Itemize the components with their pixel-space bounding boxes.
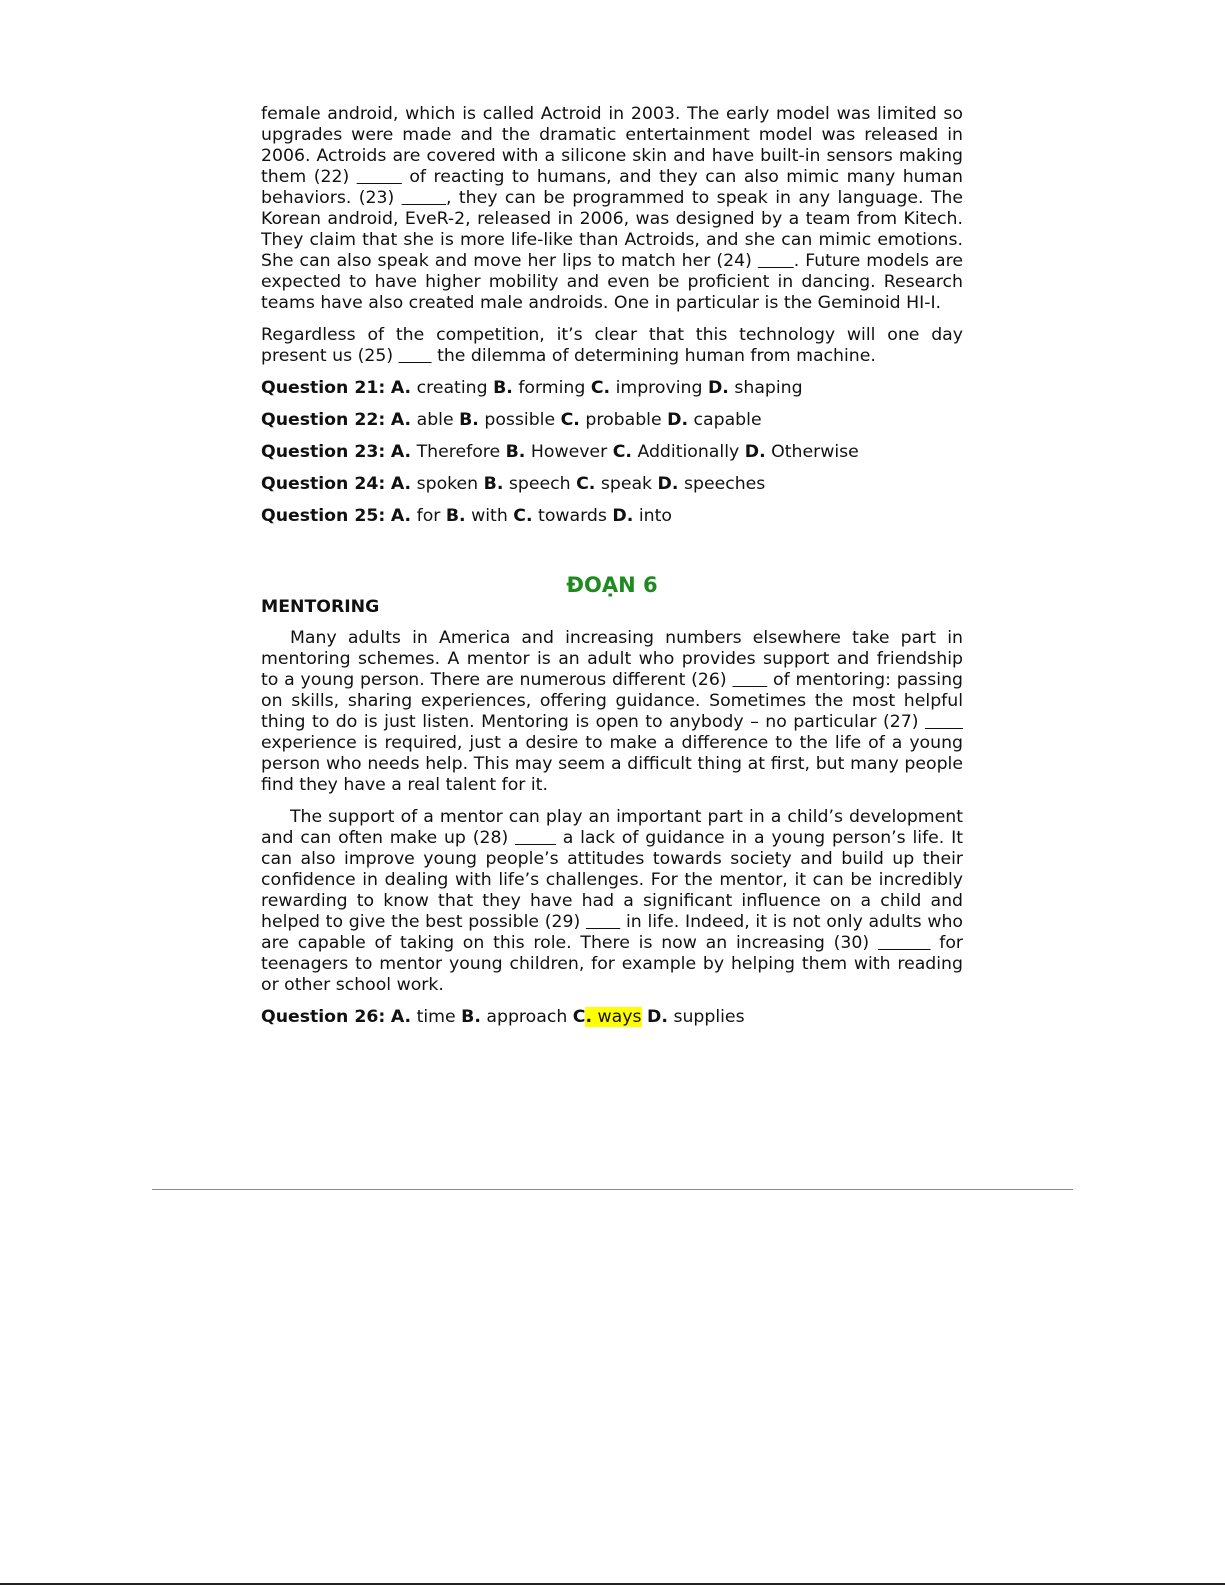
option-letter: B. [493,378,513,398]
option-text: shaping [734,378,803,398]
text-run: , they can be programmed to speak in any language. The Korean android, EveR-2, released in 2006, was designed by a team from Kitech. They claim that she is more life-like than Actroids, and she can mimic emotions. She can also speak and move her lips to match her (24) [261,188,963,271]
option-text: Additionally [637,442,740,462]
blank-23 [402,188,446,208]
question-label: Question 22: [261,410,386,430]
blank-26 [732,670,767,690]
option-text: speak [600,474,653,494]
option-letter: A. [390,378,412,398]
option-letter: C [572,1007,586,1027]
option-letter: A. [390,442,412,462]
question-label: Question 24: [261,474,386,494]
blank-27 [925,712,963,732]
option-letter: A. [390,506,412,526]
question-row [261,378,963,399]
option-letter: C. [513,506,533,526]
text-run: Many adults in America and increasing numbers elsewhere take part in mentoring schemes. A mentor is an adult who provides support and friendship to a young person. There are numerous different (26) [261,628,963,690]
option-text: probable [585,410,662,430]
option-letter: A. [390,1007,412,1027]
text-run: . Future models are expected to have higher mobility and even be proficient in dancing. Research teams have also created male androids. One in particular is the Geminoid HI-I. [261,251,963,313]
option-text: possible [484,410,556,430]
question-row [261,442,963,463]
option-letter: D. [647,1007,668,1027]
blank-24 [758,251,794,271]
text-run: for teenagers to mentor young children, for example by helping them with reading or other school work. [261,933,963,995]
text-run: The support of a mentor can play an important part in a child’s development and can often make up (28) [261,807,963,848]
option-text: improving [615,378,703,398]
document-page [261,104,963,1039]
option-letter: A. [390,474,412,494]
option-text: Otherwise [771,442,859,462]
section-heading: ĐOẠN 6 [566,573,658,597]
blank-29 [586,912,620,932]
question-26 [261,1007,963,1028]
text-run: a lack of guidance in a young person’s life. It can also improve young people’s attitudes towards society and build up their confidence in dealing with life’s challenges. For the mentor, it can be incredibly rewarding to know that they have had a significant influence on a child and helped to give the best possible (29) [261,828,963,932]
question-label: Question 26: [261,1007,386,1027]
option-letter: B. [459,410,479,430]
question-label: Question 25: [261,506,386,526]
option-letter: B. [483,474,504,494]
passage-paragraph [261,628,963,796]
option-text: forming [518,378,586,398]
passage-paragraph [261,104,963,314]
blank-22 [357,167,402,187]
option-letter: D. [707,378,729,398]
option-letter: A. [390,410,412,430]
blank-30 [878,933,931,953]
option-letter: D. [667,410,689,430]
option-text: capable [693,410,762,430]
text-run: of reacting to humans, and they can also mimic many human behaviors. (23) [261,167,963,208]
option-letter: C. [560,410,580,430]
option-text: speeches [683,474,766,494]
option-letter: D. [657,474,679,494]
option-text: However [530,442,608,462]
option-text: supplies [673,1007,745,1027]
text-run: of mentoring: passing on skills, sharing experiences, offering guidance. Sometimes the most helpful thing to do is just listen. Mentoring is open to anybody – no particular (27) [261,670,963,732]
option-text: time [416,1007,456,1027]
option-letter: C. [590,378,611,398]
text-run: experience is required, just a desire to make a difference to the life of a young person who needs help. This may seem a difficult thing at first, but many people find they have a real talent for it. [261,733,963,795]
blank-28 [515,828,556,848]
option-letter: B. [505,442,526,462]
option-text: Therefore [416,442,501,462]
option-text: into [638,506,672,526]
question-row [261,474,963,495]
question-label: Question 21: [261,378,386,398]
option-text: with [471,506,508,526]
option-text: ways [597,1007,642,1027]
option-text: towards [538,506,607,526]
option-letter: D. [612,506,634,526]
passage-paragraph [261,807,963,996]
option-letter: C. [612,442,632,462]
blank-25 [399,346,432,366]
option-text: for [416,506,441,526]
highlighted-answer [585,1007,641,1027]
option-text: approach [486,1007,568,1027]
text-run: Regardless of the competition, it’s clear that this technology will one day present us (25) [261,325,963,366]
text-run: female android, which is called Actroid in 2003. The early model was limited so upgrades were made and the dramatic entertainment model was released in 2006. Actroids are covered with a silicone skin and have built-in sensors making them (22) [261,104,963,187]
option-text: creating [416,378,488,398]
question-label: Question 23: [261,442,386,462]
option-letter: D. [744,442,766,462]
option-text: speech [508,474,571,494]
option-text: able [416,410,454,430]
question-row [261,506,963,527]
text-run: in life. Indeed, it is not only adults who are capable of taking on this role. There is now an increasing (30) [261,912,964,953]
option-letter-dot: . [585,1007,593,1027]
text-run: the dilemma of determining human from machine. [431,346,876,366]
page-divider [152,1189,1073,1190]
option-letter: C. [576,474,596,494]
question-list [261,378,963,527]
option-text: spoken [416,474,479,494]
passage-title: MENTORING [261,597,380,617]
option-letter: B. [461,1007,481,1027]
option-letter: B. [445,506,466,526]
question-row [261,410,963,431]
passage-paragraph [261,325,963,367]
